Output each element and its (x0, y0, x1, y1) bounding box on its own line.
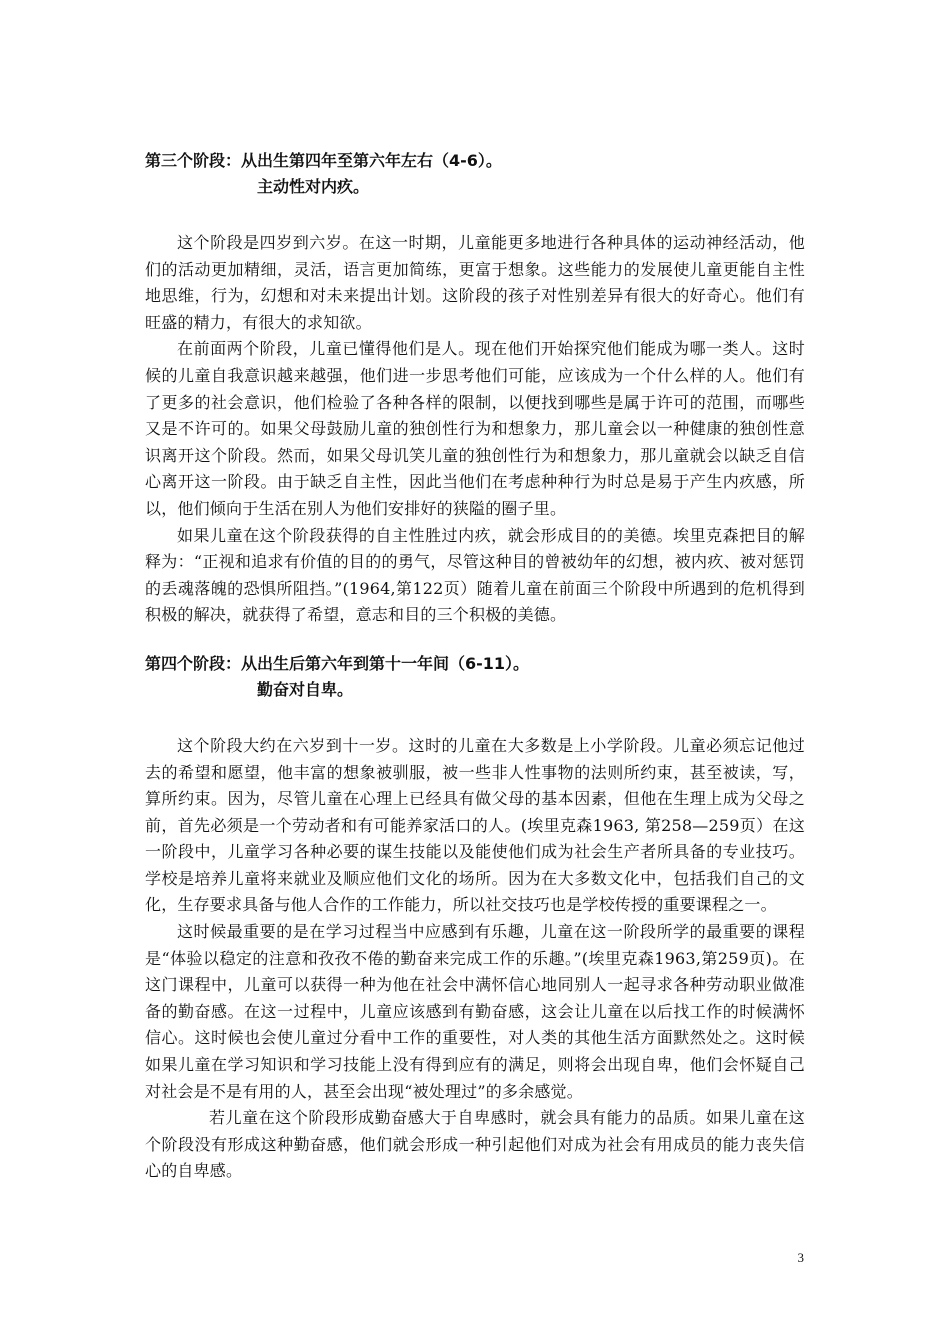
section-4-heading: 第四个阶段：从出生后第六年到第十一年间（6-11）。 (145, 653, 530, 673)
section-4-paragraph-1: 这个阶段大约在六岁到十一岁。这时的儿童在大多数是上小学阶段。儿童必须忘记他过去的希望和愿望，他丰富的想象被驯服，被一些非人性事物的法则所约束，甚至被读，写，算所约束。因为，尽管儿童在心理上已经具有做父母的基本因素，但他在生理上成为父母之前，首先必须是一个劳动者和有可能养家活口的人。(埃里克森1963, 第258—259页）在这一阶段中，儿童学习各种必要的谋生技能以及能使他们成为社会生产者所具备的专业技巧。学校是培养儿童将来就业及顺应他们文化的场所。因为在大多数文化中，包括我们自己的文化，生存要求具备与他人合作的工作能力，所以社交技巧也是学校传授的重要课程之一。 (145, 735, 805, 915)
section-3-paragraph-1: 这个阶段是四岁到六岁。在这一时期，儿童能更多地进行各种具体的运动神经活动，他们的活动更加精细，灵活，语言更加简练，更富于想象。这些能力的发展使儿童更能自主性地思维，行为，幻想和对未来提出计划。这阶段的孩子对性别差异有很大的好奇心。他们有旺盛的精力，有很大的求知欲。 (145, 233, 805, 332)
spacer (145, 629, 805, 651)
spacer (145, 703, 805, 733)
section-3-heading: 第三个阶段：从出生第四年至第六年左右（4-6）。 (145, 151, 502, 170)
page-content (145, 148, 805, 1185)
section-4-subheading: 勤奋对自卑。 (257, 679, 354, 699)
section-3-paragraph-3: 如果儿童在这个阶段获得的自主性胜过内疚，就会形成目的的美德。埃里克森把目的解释为：“正视和追求有价值的目的的勇气，尽管这种目的曾被幼年的幻想，被内疚、被对惩罚的丢魂落魄的恐惧所阻挡。”(1964,第122页）随着儿童在前面三个阶段中所遇到的危机得到积极的解决，就获得了希望，意志和目的三个积极的美德。 (145, 525, 805, 625)
section-3-subheading: 主动性对内疚。 (257, 177, 370, 196)
section-3-paragraph-2: 在前面两个阶段，儿童已懂得他们是人。现在他们开始探究他们能成为哪一类人。这时候的儿童自我意识越来越强，他们进一步思考他们可能，应该成为一个什么样的人。他们有了更多的社会意识，他们检验了各种各样的限制，以便找到哪些是属于许可的范围，而哪些又是不许可的。如果父母鼓励儿童的独创性行为和想象力，那儿童会以一种健康的独创性意识离开这个阶段。然而，如果父母讥笑儿童的独创性行为和想象力，那儿童就会以缺乏自信心离开这一阶段。由于缺乏自主性，因此当他们在考虑种种行为时总是易于产生内疚感，所以，他们倾向于生活在别人为他们安排好的狭隘的圈子里。 (145, 339, 805, 518)
section-4-paragraph-3: 若儿童在这个阶段形成勤奋感大于自卑感时，就会具有能力的品质。如果儿童在这个阶段没有形成这种勤奋感，他们就会形成一种引起他们对成为社会有用成员的能力丧失信心的自卑感。 (145, 1108, 805, 1181)
section-4-paragraph-2: 这时候最重要的是在学习过程当中应感到有乐趣，儿童在这一阶段所学的最重要的课程是“体验以稳定的注意和孜孜不倦的勤奋来完成工作的乐趣。”(埃里克森1963,第259页)。在这门课程中，儿童可以获得一种为他在社会中满怀信心地同别人一起寻求各种劳动职业做准备的勤奋感。在这一过程中，儿童应该感到有勤奋感，这会让儿童在以后找工作的时候满怀信心。这时候也会使儿童过分看中工作的重要性，对人类的其他生活方面默然处之。这时候如果儿童在学习知识和学习技能上没有得到应有的满足，则将会出现自卑，他们会怀疑自己对社会是不是有用的人，甚至会出现“被处理过”的多余感觉。 (145, 922, 805, 1101)
page-number: 3 (797, 1250, 804, 1265)
spacer (145, 200, 805, 230)
